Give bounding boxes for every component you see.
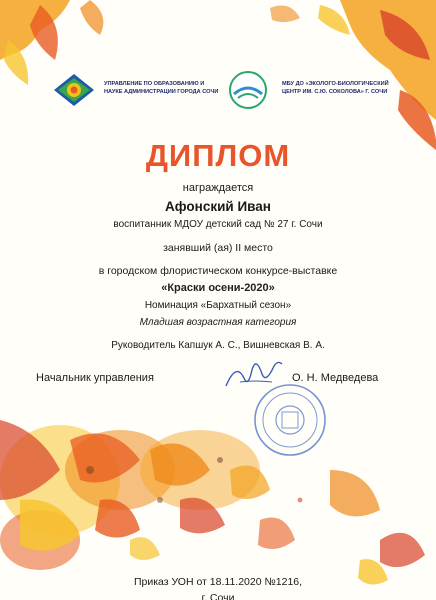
order-city: г. Сочи: [201, 592, 235, 600]
age-category: Младшая возрастная категория: [139, 317, 297, 328]
signatory-position: Начальник управления: [36, 372, 154, 384]
ecobiology-center-logo: [226, 70, 270, 110]
supervisors-text: Руководитель Капшук А. С., Вишневская В. А.: [111, 340, 325, 351]
order-reference: Приказ УОН от 18.11.2020 №1216,: [133, 576, 303, 588]
education-department-logo: [52, 72, 96, 108]
recipient-name: Афонский Иван: [165, 199, 271, 214]
recipient-institution: воспитанник МДОУ детский сад № 27 г. Сочи: [113, 219, 323, 230]
awarded-text: награждается: [182, 182, 254, 194]
official-stamp: [252, 382, 328, 458]
signatory-name: О. Н. Медведева: [292, 372, 379, 384]
diploma-title: ДИПЛОМ: [145, 138, 291, 173]
contest-name: «Краски осени-2020»: [161, 282, 275, 294]
contest-intro: в городском флористическом конкурсе-выставке: [98, 265, 338, 277]
nomination-text: Номинация «Бархатный сезон»: [144, 300, 292, 311]
place-text: занявший (ая) II место: [163, 242, 273, 254]
ecobiology-center-name: МБУ ДО «ЭКОЛОГО-БИОЛОГИЧЕСКИЙ ЦЕНТР ИМ. С.Ю. СОКОЛОВА» Г. СОЧИ: [282, 81, 389, 95]
education-department-name: УПРАВЛЕНИЕ ПО ОБРАЗОВАНИЮ И НАУКЕ АДМИНИСТРАЦИИ ГОРОДА СОЧИ: [104, 81, 219, 95]
